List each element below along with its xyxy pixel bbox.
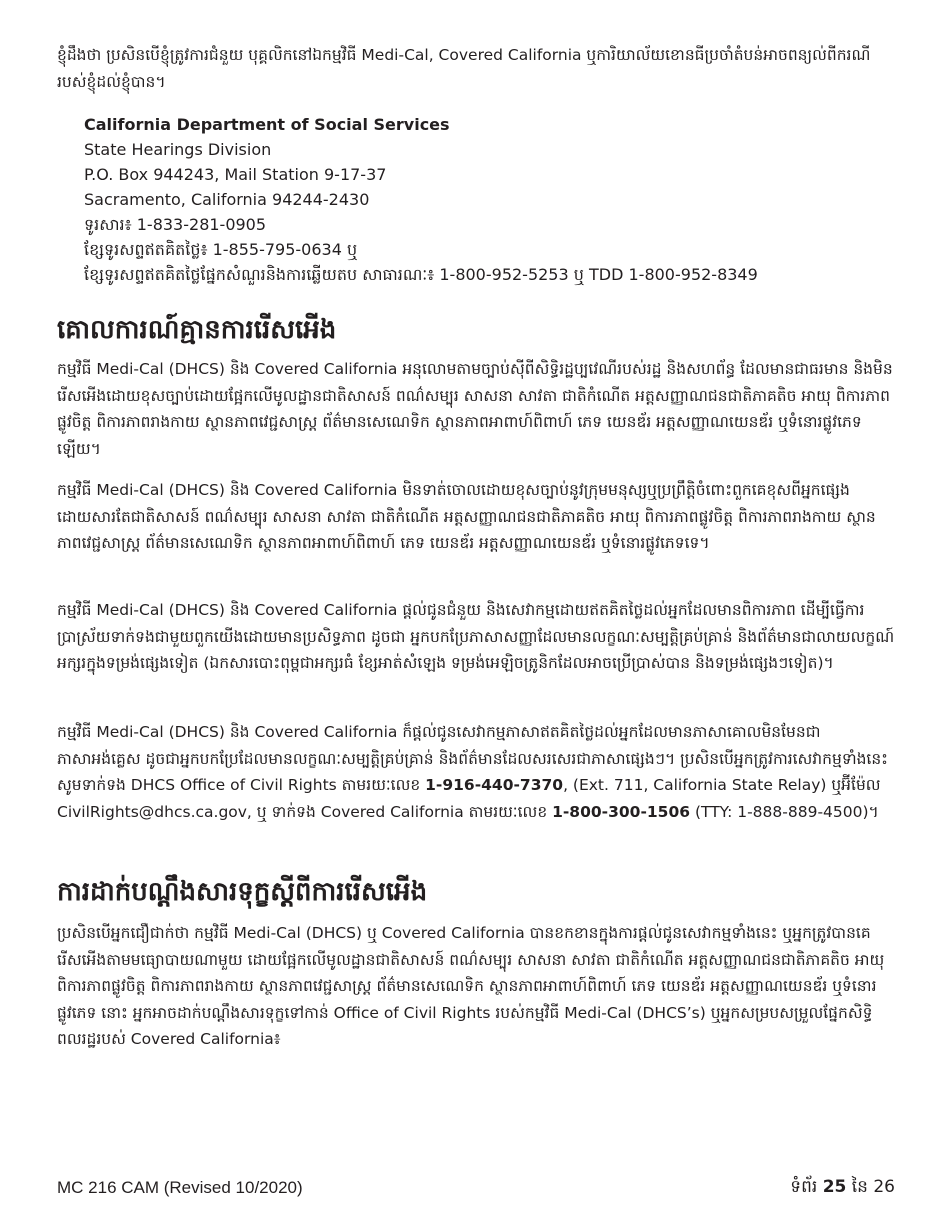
address-tollfree: ខ្សែទូរសព្ទឥតគិតថ្លៃ៖ 1-855-795-0634 ឬ	[84, 240, 358, 259]
covered-california-phone-number: 1-800-300-1506	[552, 802, 691, 821]
page-mid: នៃ	[846, 1177, 874, 1197]
nondiscrimination-paragraph-4	[57, 719, 897, 825]
address-city: Sacramento, California 94244-2430	[84, 190, 370, 209]
complaint-heading: ការដាក់បណ្តឹងសារទុក្ខស្តីពីការរើសអើង	[57, 877, 428, 907]
nondiscrimination-paragraph-1: កម្មវិធី Medi-Cal (DHCS) និង Covered California អនុលោមតាមច្បាប់ស៊ីពីសិទ្ធិរដ្ឋប្បវេណីរបស់រដ្ឋ និងសហព័ន្ធ ដែលមានជាធរមាន និងមិនរើសអើងដោយខុសច្បាប់ដោយផ្អែកលើមូលដ្ឋានជាតិសាសន៍ ពណ៌សម្បុរ សាសនា សាវតា ជាតិកំណើត អត្តសញ្ញាណជនជាតិភាគតិច អាយុ ពិការភាពផ្លូវចិត្ត ពិការភាពរាងកាយ ស្ថានភាពវេជ្ជសាស្ត្រ ព័ត៌មានសេណេទិក ស្ថានភាពអាពាហ៍ពិពាហ៍ ភេទ យេនឌ័រ អត្តសញ្ញាណយេនឌ័រ ឬទំនោរផ្លូវភេទឡើយ។	[57, 360, 893, 458]
form-id: MC 216 CAM (Revised 10/2020)	[57, 1178, 303, 1197]
address-fax: ទូរសារ៖ 1-833-281-0905	[84, 215, 267, 234]
intro-paragraph: ខ្ញុំដឹងថា ប្រសិនបើខ្ញុំត្រូវការជំនួយ បុគ្គលិកនៅឯកម្មវិធី Medi-Cal, Covered California ឬការិយាល័យខោនធីប្រចាំតំបន់អាចពន្យល់ពីករណីរបស់ខ្ញុំដល់ខ្ញុំបាន។	[57, 46, 871, 91]
nondiscrimination-heading: គោលការណ៍គ្មានការរើសអើង	[57, 315, 337, 345]
address-org: California Department of Social Services	[84, 115, 450, 134]
paragraph-4-text-a: កម្មវិធី Medi-Cal (DHCS) និង Covered California ក៏ផ្តល់ជូនសេវាកម្មភាសាឥតគិតថ្លៃដល់អ្នកដែលមានភាសាគោលមិនមែនជាភាសាអង់គ្លេស ដូចជាអ្នកបកប្រែដែលមានលក្ខណៈសម្បត្តិគ្រប់គ្រាន់ និងព័ត៌មានដែលសរសេរជាភាសាផ្សេងៗ។ ប្រសិនបើអ្នកត្រូវការសេវាកម្មទាំងនេះ សូមទាក់ទង DHCS Office of Civil Rights តាមរយៈលេខ	[57, 723, 888, 794]
address-inquiry: ខ្សែទូរសព្ទឥតគិតថ្លៃផ្នែកសំណួរនិងការឆ្លើយតប សាធារណៈ៖ 1-800-952-5253 ឬ TDD 1-800-952-8349	[84, 265, 758, 284]
page-indicator	[790, 1176, 895, 1201]
nondiscrimination-paragraph-3: កម្មវិធី Medi-Cal (DHCS) និង Covered California ផ្តល់ជូនជំនួយ និងសេវាកម្មដោយឥតគិតថ្លៃដល់អ្នកដែលមានពិការភាព ដើម្បីធ្វើការប្រាស្រ័យទាក់ទងជាមួយពួកយើងដោយមានប្រសិទ្ធភាព ដូចជា អ្នកបកប្រែភាសាសញ្ញាដែលមានលក្ខណៈសម្បត្តិគ្រប់គ្រាន់ និងព័ត៌មានជាលាយលក្ខណ៍អក្សរក្នុងទម្រង់ផ្សេងទៀត (ឯកសារបោះពុម្ពជាអក្សរធំ ខ្សែអាត់សំឡេង ទម្រង់អេឡិចត្រូនិកដែលអាចប្រើប្រាស់បាន និងទម្រង់ផ្សេងៗទៀត)។	[57, 601, 895, 672]
dhcs-phone-number: 1-916-440-7370	[425, 776, 564, 794]
page-number: 25	[822, 1177, 847, 1197]
paragraph-4-text-c: (TTY: 1-888-889-4500)។	[690, 802, 879, 821]
complaint-paragraph: ប្រសិនបើអ្នកជឿជាក់ថា កម្មវិធី Medi-Cal (DHCS) ឬ Covered California បានខកខានក្នុងការផ្តល់ជូនសេវាកម្មទាំងនេះ ឬអ្នកត្រូវបានគេរើសអើងតាមមធ្យោបាយណាមួយ ដោយផ្អែកលើមូលដ្ឋានជាតិសាសន៍ ពណ៌សម្បុរ សាសនា សាវតា ជាតិកំណើត អត្តសញ្ញាណជនជាតិភាគតិច អាយុ ពិការភាពផ្លូវចិត្ត ពិការភាពរាងកាយ ស្ថានភាពវេជ្ជសាស្ត្រ ព័ត៌មានសេណេទិក ស្ថានភាពអាពាហ៍ពិពាហ៍ ភេទ យេនឌ័រ អត្តសញ្ញាណយេនឌ័រ ឬទំនោរផ្លូវភេទ នោះ អ្នកអាចដាក់បណ្តឹងសារទុក្ខទៅកាន់ Office of Civil Rights របស់កម្មវិធី Medi-Cal (DHCS’s) ឬអ្នកសម្របសម្រួលផ្នែកសិទ្ធិពលរដ្ឋរបស់ Covered California៖	[57, 924, 885, 1048]
paragraph-4-text-b: , (Ext. 711, California State Relay) ឬអ៊ីម៉ែល CivilRights@dhcs.ca.gov, ឬ ទាក់ទង Covered California តាមរយៈលេខ	[57, 776, 881, 821]
address-division: State Hearings Division	[84, 140, 272, 159]
nondiscrimination-paragraph-2: កម្មវិធី Medi-Cal (DHCS) និង Covered California មិនទាត់ចោលដោយខុសច្បាប់នូវក្រុមមនុស្សឬប្រព្រឹត្តិចំពោះពួកគេខុសពីអ្នកផ្សេងដោយសារតែជាតិសាសន៍ ពណ៌សម្បុរ សាសនា សាវតា ជាតិកំណើត អត្តសញ្ញាណជនជាតិភាគតិច អាយុ ពិការភាពផ្លូវចិត្ត ពិការភាពរាងកាយ ស្ថានភាពវេជ្ជសាស្ត្រ ព័ត៌មានសេណេទិក ស្ថានភាពអាពាហ៍ពិពាហ៍ ភេទ យេនឌ័រ អត្តសញ្ញាណយេនឌ័រ ឬទំនោរផ្លូវភេទទេ។	[57, 481, 876, 552]
page-total: 26	[873, 1177, 895, 1197]
address-block	[84, 112, 894, 287]
address-po-box: P.O. Box 944243, Mail Station 9-17-37	[84, 165, 387, 184]
page-prefix: ទំព័រ	[790, 1177, 823, 1197]
